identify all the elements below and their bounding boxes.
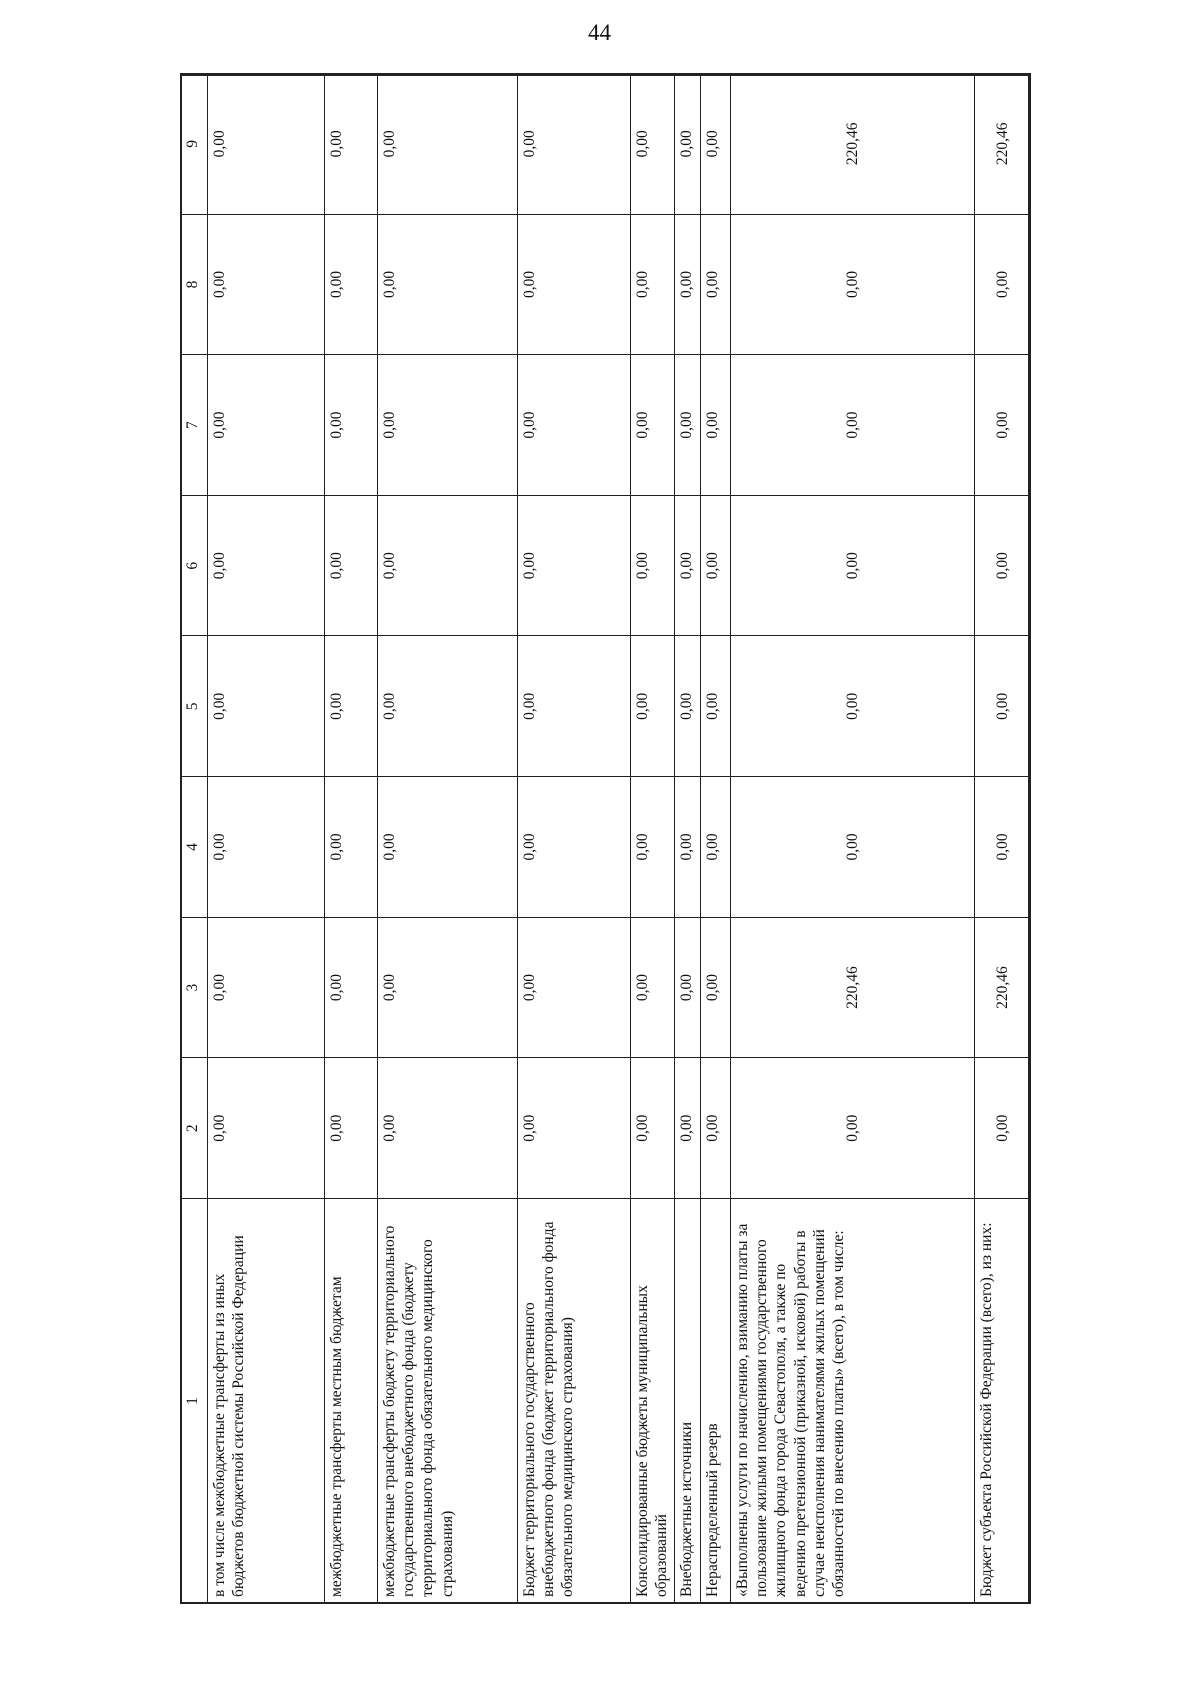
- table-cell: 0,00: [518, 1058, 631, 1199]
- table-cell: 0,00: [701, 74, 731, 215]
- row-label: в том числе межбюджетные трансферты из иных бюджетов бюджетной системы Российской Федерации: [208, 1199, 325, 1604]
- table-cell: 0,00: [518, 495, 631, 636]
- table-cell: 0,00: [701, 777, 731, 918]
- row-label: Консолидированные бюджеты муниципальных образований: [631, 1199, 675, 1604]
- table-cell: 0,00: [731, 355, 975, 496]
- table-cell: 0,00: [208, 74, 325, 215]
- column-header: 2: [181, 1058, 208, 1199]
- table-cell: 0,00: [325, 636, 378, 777]
- table-cell: 0,00: [518, 355, 631, 496]
- table-cell: 0,00: [675, 74, 701, 215]
- table-cell: 0,00: [518, 917, 631, 1058]
- table-cell: 0,00: [701, 636, 731, 777]
- table-cell: 0,00: [378, 1058, 518, 1199]
- table-cell: 0,00: [631, 355, 675, 496]
- table-cell: 0,00: [731, 777, 975, 918]
- table-cell: 0,00: [631, 917, 675, 1058]
- table-cell: 0,00: [731, 214, 975, 355]
- table-cell: 0,00: [631, 636, 675, 777]
- row-label: межбюджетные трансферты бюджету территориального государственного внебюджетного фонда (бюджету территориального фонда обязательного медицинского страхования): [378, 1199, 518, 1604]
- table-cell: 0,00: [631, 1058, 675, 1199]
- table-header-row: [181, 74, 208, 1604]
- table-cell: 0,00: [701, 495, 731, 636]
- row-label: Нераспределенный резерв: [701, 1199, 731, 1604]
- table-row: [975, 74, 1031, 1604]
- table-cell: 0,00: [675, 1058, 701, 1199]
- table-cell: 0,00: [631, 777, 675, 918]
- row-label: межбюджетные трансферты местным бюджетам: [325, 1199, 378, 1604]
- row-label: Бюджет территориального государственного внебюджетного фонда (бюджет территориального фонда обязательного медицинского страхования): [518, 1199, 631, 1604]
- table-cell: 0,00: [631, 495, 675, 636]
- table-cell: 0,00: [975, 495, 1031, 636]
- row-label: Бюджет субъекта Российской Федерации (всего), из них:: [975, 1199, 1031, 1604]
- column-header: 1: [181, 1199, 208, 1604]
- table-cell: 0,00: [325, 355, 378, 496]
- table-cell: 0,00: [208, 777, 325, 918]
- table-cell: 0,00: [208, 636, 325, 777]
- table-cell: 0,00: [675, 636, 701, 777]
- table-cell: 0,00: [701, 1058, 731, 1199]
- table-cell: 0,00: [208, 1058, 325, 1199]
- table-cell: 0,00: [378, 355, 518, 496]
- table-cell: 0,00: [731, 495, 975, 636]
- table-cell: 0,00: [325, 214, 378, 355]
- table-row: [518, 74, 631, 1604]
- table-cell: 0,00: [518, 777, 631, 918]
- table-cell: 0,00: [208, 355, 325, 496]
- column-header: 9: [181, 74, 208, 215]
- table-cell: 0,00: [731, 1058, 975, 1199]
- table-row: [325, 74, 378, 1604]
- table-row: [701, 74, 731, 1604]
- table-cell: 0,00: [518, 214, 631, 355]
- table-cell: 0,00: [975, 777, 1031, 918]
- row-label: Внебюджетные источники: [675, 1199, 701, 1604]
- table-cell: 0,00: [975, 1058, 1031, 1199]
- table-cell: 0,00: [208, 917, 325, 1058]
- table-row: [631, 74, 675, 1604]
- table-cell: 0,00: [208, 495, 325, 636]
- table-cell: 220,46: [731, 74, 975, 215]
- table-cell: 0,00: [378, 917, 518, 1058]
- page-number: 44: [588, 20, 611, 45]
- table-cell: 0,00: [975, 214, 1031, 355]
- column-header: 3: [181, 917, 208, 1058]
- table-row: [675, 74, 701, 1604]
- table-cell: 0,00: [631, 74, 675, 215]
- table-cell: 0,00: [325, 495, 378, 636]
- table-cell: 0,00: [975, 355, 1031, 496]
- table-cell: 0,00: [675, 495, 701, 636]
- table-cell: 0,00: [518, 74, 631, 215]
- table-cell: 0,00: [701, 214, 731, 355]
- table-cell: 0,00: [518, 636, 631, 777]
- table-cell: 0,00: [975, 636, 1031, 777]
- rotated-table-container: [180, 74, 1030, 1604]
- column-header: 8: [181, 214, 208, 355]
- table-row: [208, 74, 325, 1604]
- budget-table: [180, 73, 1031, 1604]
- table-cell: 0,00: [378, 74, 518, 215]
- table-cell: 0,00: [675, 355, 701, 496]
- table-cell: 0,00: [378, 495, 518, 636]
- table-cell: 0,00: [701, 917, 731, 1058]
- column-header: 7: [181, 355, 208, 496]
- table-cell: 0,00: [731, 636, 975, 777]
- table-cell: 0,00: [675, 777, 701, 918]
- table-cell: 0,00: [378, 636, 518, 777]
- table-cell: 0,00: [701, 355, 731, 496]
- column-header: 6: [181, 495, 208, 636]
- table-cell: 0,00: [325, 74, 378, 215]
- table-cell: 0,00: [675, 917, 701, 1058]
- table-cell: 220,46: [975, 74, 1031, 215]
- row-label: «Выполнены услуги по начислению, взиманию платы за пользование жилыми помещениями государственного жилищного фонда города Севастополя, а также по ведению претензионной (приказной, исковой) работы в случае неисполнения нанимателями жилых помещений обязанностей по внесению платы» (всего), в том числе:: [731, 1199, 975, 1604]
- table-row: [378, 74, 518, 1604]
- table-cell: 0,00: [325, 917, 378, 1058]
- table-cell: 220,46: [975, 917, 1031, 1058]
- table-cell: 220,46: [731, 917, 975, 1058]
- table-cell: 0,00: [675, 214, 701, 355]
- table-cell: 0,00: [378, 214, 518, 355]
- table-cell: 0,00: [378, 777, 518, 918]
- table-cell: 0,00: [325, 1058, 378, 1199]
- table-row: [731, 74, 975, 1604]
- table-cell: 0,00: [631, 214, 675, 355]
- table-cell: 0,00: [325, 777, 378, 918]
- table-cell: 0,00: [208, 214, 325, 355]
- column-header: 4: [181, 777, 208, 918]
- column-header: 5: [181, 636, 208, 777]
